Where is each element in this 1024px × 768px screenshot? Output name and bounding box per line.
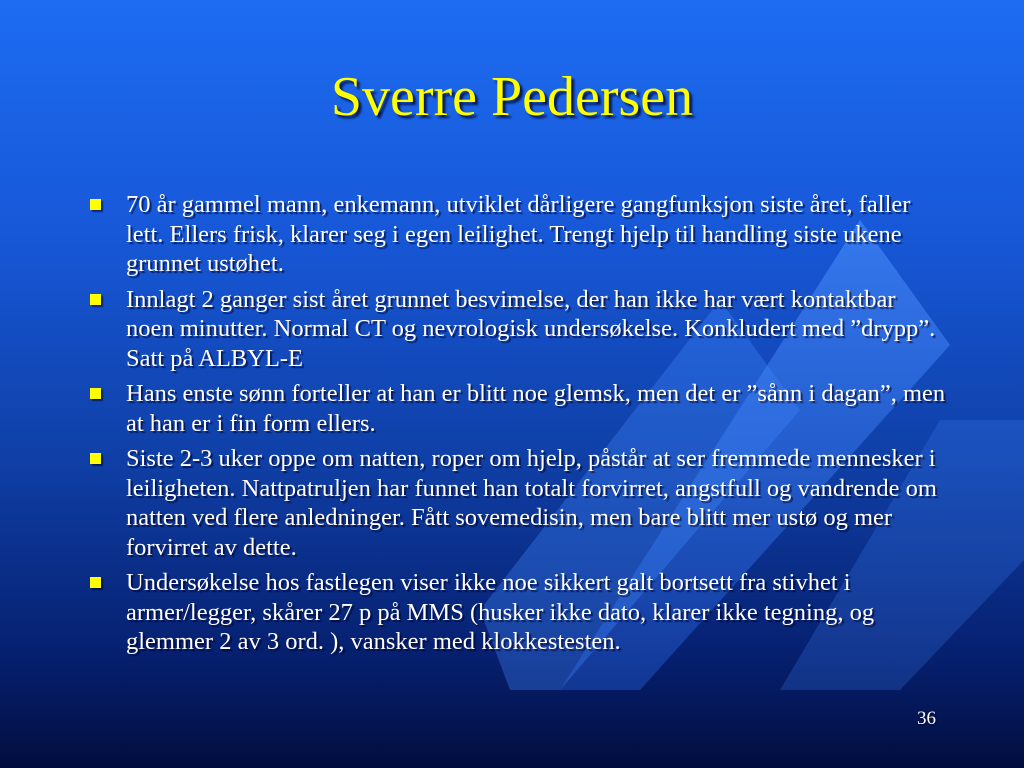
square-bullet-icon	[90, 453, 101, 464]
bullet-text: Hans enste sønn forteller at han er blitt noe glemsk, men det er ”sånn i dagan”, men at han er i fin form ellers.	[126, 380, 946, 437]
square-bullet-icon	[90, 199, 101, 210]
bullet-item	[88, 190, 948, 279]
square-bullet-icon	[90, 577, 101, 588]
bullet-text: Siste 2-3 uker oppe om natten, roper om hjelp, påstår at ser fremmede mennesker i leiligheten. Nattpatruljen har funnet han totalt forvirret, angstfull og vandrende om natten ved flere anledninger. Fått sovemedisin, men bare blitt mer ustø og mer forvirret av dette.	[126, 445, 937, 561]
slide-title: Sverre Pedersen	[330, 66, 694, 128]
square-bullet-icon	[90, 388, 101, 399]
bullet-item	[88, 379, 948, 438]
bullet-item	[88, 285, 948, 374]
bullet-item	[88, 444, 948, 562]
square-bullet-icon	[90, 294, 101, 305]
page-number: 36	[917, 708, 936, 729]
bullet-text: Innlagt 2 ganger sist året grunnet besvimelse, der han ikke har vært kontaktbar noen minutter. Normal CT og nevrologisk undersøkelse. Konkludert med ”drypp”. Satt på ALBYL-E	[126, 285, 936, 372]
bullet-text: 70 år gammel mann, enkemann, utviklet dårligere gangfunksjon siste året, faller lett. Ellers frisk, klarer seg i egen leilighet. Trengt hjelp til handling siste ukene grunnet ustøhet.	[126, 191, 911, 277]
bullet-list	[88, 190, 948, 663]
bullet-item	[88, 568, 948, 657]
bullet-text: Undersøkelse hos fastlegen viser ikke noe sikkert galt bortsett fra stivhet i armer/legger, skårer 27 p på MMS (husker ikke dato, klarer ikke tegning, og glemmer 2 av 3 ord. ), vansker med klokkestesten.	[126, 569, 875, 655]
